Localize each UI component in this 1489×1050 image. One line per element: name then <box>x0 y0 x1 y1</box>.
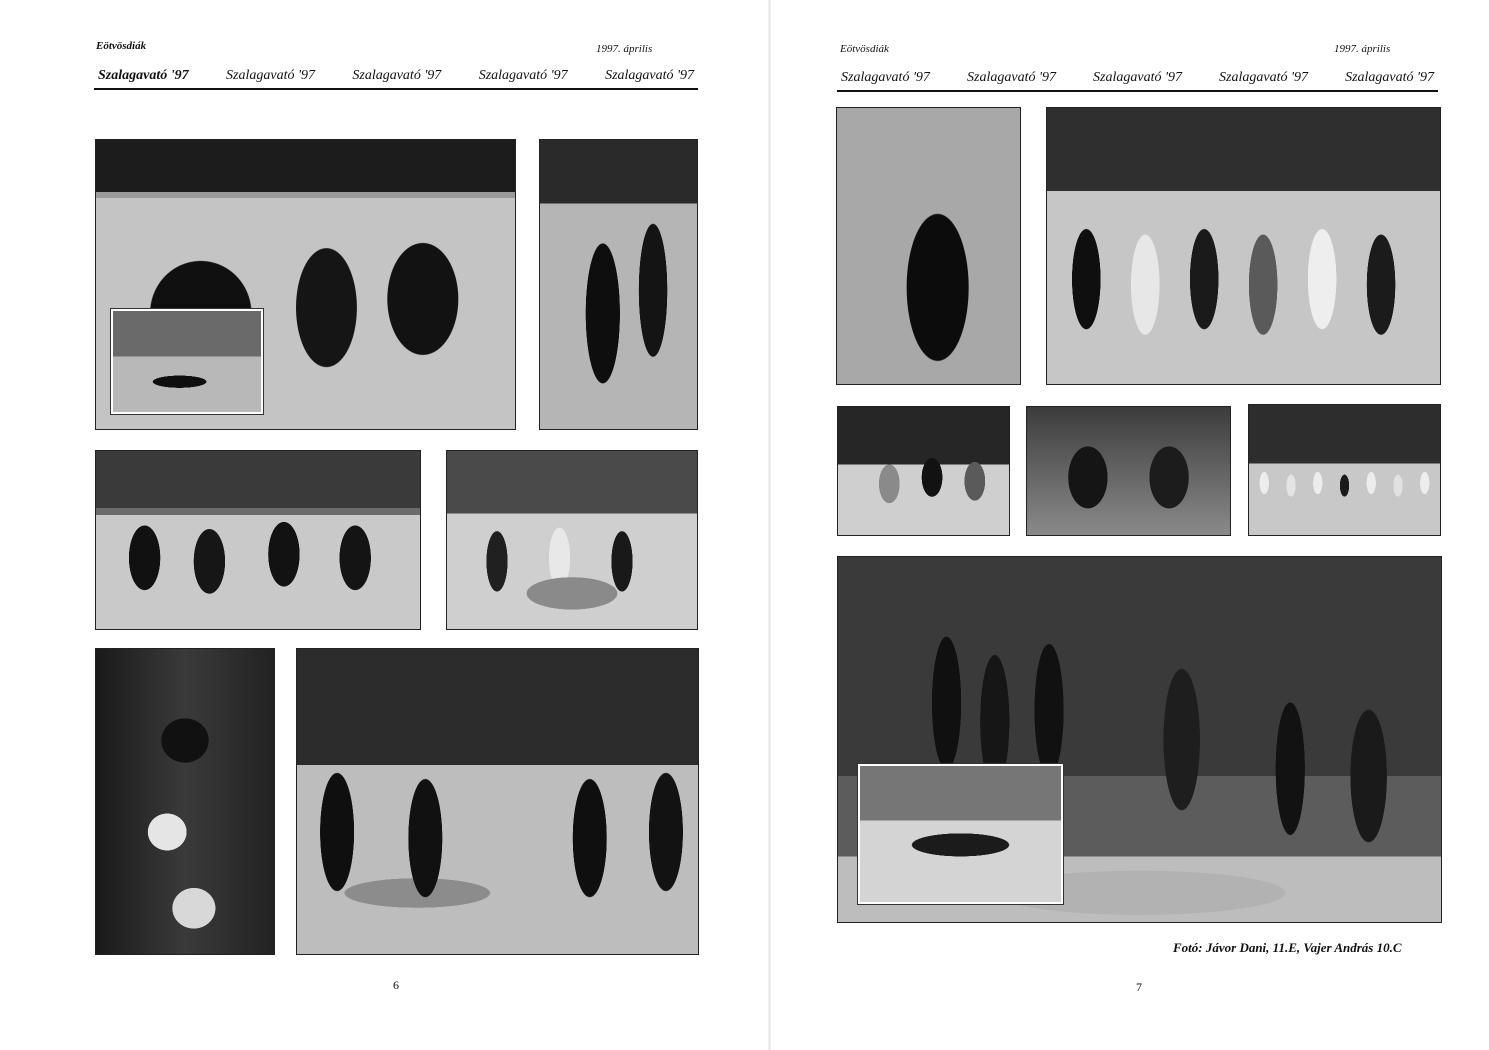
banner-item: Szalagavató '97 <box>1093 70 1182 85</box>
banner-item: Szalagavató '97 <box>478 68 568 83</box>
banner-item: Szalagavató '97 <box>352 68 442 83</box>
banner-item: Szalagavató '97 <box>967 70 1056 85</box>
photo-white-dresses <box>1248 404 1441 536</box>
photo-folk-circle-dance <box>1046 107 1441 385</box>
banner-item: Szalagavató '97 <box>841 70 930 85</box>
photo-group-dance <box>446 450 698 630</box>
banner-item: Szalagavató '97 <box>1345 70 1434 85</box>
inset-photo-dance-group <box>111 309 263 414</box>
inset-photo-line-dance <box>858 764 1063 904</box>
banner-item: Szalagavató '97 <box>98 68 189 83</box>
photo-costumed-couple <box>836 107 1021 385</box>
banner-item: Szalagavató '97 <box>605 68 694 83</box>
banner-item: Szalagavató '97 <box>226 68 315 83</box>
photo-dancers-running <box>837 406 1010 536</box>
publication-name: Eötvösdiák <box>96 40 147 52</box>
photo-dancers-long-dresses <box>296 648 699 955</box>
right-page <box>770 0 1489 1050</box>
photo-folk-couples <box>1026 406 1231 536</box>
photo-credit: Fotó: Jávor Dani, 11.E, Vajer András 10.C <box>1173 940 1402 955</box>
publication-name: Eötvösdiák <box>840 43 889 55</box>
section-banner <box>837 70 1438 92</box>
photo-flamenco-dancers <box>539 139 698 430</box>
section-banner <box>94 68 698 90</box>
photo-march-dance <box>95 450 421 630</box>
page-number: 7 <box>1136 980 1142 994</box>
issue-date: 1997. április <box>596 43 653 55</box>
issue-date: 1997. április <box>1334 43 1391 55</box>
photo-students-formal <box>95 648 275 955</box>
page-number: 6 <box>393 978 399 992</box>
banner-item: Szalagavató '97 <box>1219 70 1308 85</box>
